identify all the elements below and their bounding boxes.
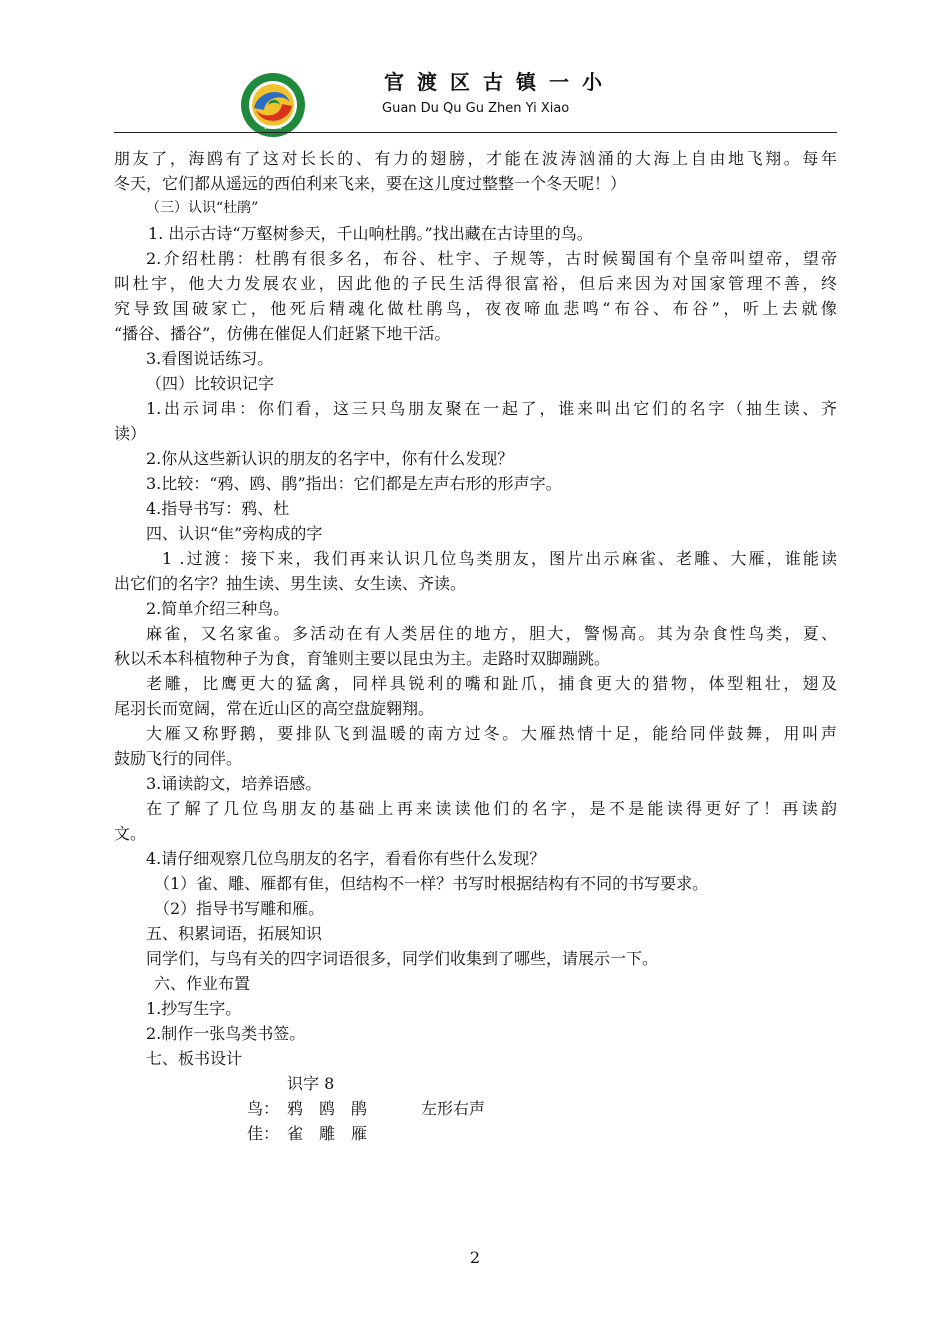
paragraph-line: 冬天，它们都从遥远的西伯利来飞来，要在这儿度过整整一个冬天呢！） xyxy=(114,174,627,193)
section-heading: 五、积累词语，拓展知识 xyxy=(146,924,323,943)
paragraph-line: 1.抄写生字。 xyxy=(146,999,242,1018)
document-body xyxy=(114,146,837,1071)
paragraph-line: 朋友了，海鸥有了这对长长的、有力的翅膀，才能在波涛汹涌的大海上自由地飞翔。每年 xyxy=(114,149,837,168)
paragraph-line: 2.介绍杜鹃：杜鹃有很多名，布谷、杜宇、子规等，古时候蜀国有个皇帝叫望帝，望帝 xyxy=(146,249,837,268)
paragraph-line: 1.出示词串：你们看，这三只鸟朋友聚在一起了，谁来叫出它们的名字（抽生读、齐 xyxy=(146,399,837,418)
board-row1-label: 鸟： xyxy=(247,1099,280,1118)
paragraph-line: 鼓励飞行的同伴。 xyxy=(114,749,243,768)
paragraph-line: 文。 xyxy=(114,824,147,843)
paragraph-line: 4.请仔细观察几位鸟朋友的名字，看看你有些什么发现？ xyxy=(146,849,546,868)
board-row2-label: 佳： xyxy=(247,1124,280,1143)
section-heading: 四、认识“隹”旁构成的字 xyxy=(146,524,323,543)
page-header xyxy=(0,0,950,135)
paragraph-line: 在了解了几位鸟朋友的基础上再来读读他们的名字，是不是能读得更好了！再读韵 xyxy=(146,799,837,818)
paragraph-line: 同学们，与鸟有关的四字词语很多，同学们收集到了哪些，请展示一下。 xyxy=(146,949,659,968)
board-row1-chars: 鸦 鸥 鹃 xyxy=(287,1099,368,1118)
paragraph-line: 出它们的名字？抽生读、男生读、女生读、齐读。 xyxy=(114,574,467,593)
page-number: 2 xyxy=(469,1248,481,1267)
school-pinyin: Guan Du Qu Gu Zhen Yi Xiao xyxy=(382,101,570,116)
paragraph-line: 1 .过渡：接下来，我们再来认识几位鸟类朋友，图片出示麻雀、老雕、大雁，谁能读 xyxy=(162,549,837,568)
board-row1-note: 左形右声 xyxy=(421,1099,486,1118)
paragraph-line: 秋以禾本科植物种子为食，育雏则主要以昆虫为主。走路时双脚蹦跳。 xyxy=(114,649,611,668)
section-heading: （四）比较识记字 xyxy=(146,374,275,393)
board-title: 识字 8 xyxy=(287,1074,335,1093)
paragraph-line: 3.比较：“鸦、鸥、鹃”指出：它们都是左声右形的形声字。 xyxy=(146,474,562,493)
school-name: 官渡区古镇一小 xyxy=(384,70,615,94)
paragraph-line: 3.诵读韵文，培养语感。 xyxy=(146,774,322,793)
paragraph-line: 3.看图说话练习。 xyxy=(146,349,274,368)
paragraph-line: 读） xyxy=(114,424,147,443)
section-heading: 六、作业布置 xyxy=(154,974,251,993)
section-heading: 七、板书设计 xyxy=(146,1049,243,1068)
paragraph-line: 麻雀，又名家雀。多活动在有人类居住的地方，胆大，警惕高。其为杂食性鸟类，夏、 xyxy=(146,624,837,643)
paragraph-line: 2.你从这些新认识的朋友的名字中，你有什么发现？ xyxy=(146,449,514,468)
paragraph-line: 2.制作一张鸟类书签。 xyxy=(146,1024,306,1043)
paragraph-line: （2）指导书写雕和雁。 xyxy=(154,899,325,918)
school-logo-icon xyxy=(240,72,306,138)
paragraph-line: （1）雀、雕、雁都有隹，但结构不一样？书写时根据结构有不同的书写要求。 xyxy=(154,874,709,893)
board-row2-chars: 雀 雕 雁 xyxy=(287,1124,368,1143)
paragraph-line: 老雕，比鹰更大的猛禽，同样具锐利的嘴和趾爪，捕食更大的猎物，体型粗壮，翅及 xyxy=(146,674,837,693)
paragraph-line: 大雁又称野鹅，要排队飞到温暖的南方过冬。大雁热情十足，能给同伴鼓舞，用叫声 xyxy=(146,724,837,743)
header-divider xyxy=(114,132,837,133)
paragraph-line: 究导致国破家亡，他死后精魂化做杜鹃鸟，夜夜啼血悲鸣“布谷、布谷”，听上去就像 xyxy=(114,299,837,318)
paragraph-line: 4.指导书写：鸦、杜 xyxy=(146,499,290,518)
section-heading: （三）认识“杜鹃” xyxy=(146,200,259,216)
paragraph-line: 叫杜宇，他大力发展农业，因此他的子民生活得很富裕，但后来因为对国家管理不善，终 xyxy=(114,274,837,293)
paragraph-line: 2.简单介绍三种鸟。 xyxy=(146,599,290,618)
paragraph-line: 尾羽长而宽阔，常在近山区的高空盘旋翱翔。 xyxy=(114,699,435,718)
svg-text:2009.9: 2009.9 xyxy=(264,125,282,131)
paragraph-line: “播谷、播谷”，仿佛在催促人们赶紧下地干活。 xyxy=(114,324,451,343)
paragraph-line: 1. 出示古诗“万壑树参天，千山响杜鹃。”找出藏在古诗里的鸟。 xyxy=(148,224,593,243)
